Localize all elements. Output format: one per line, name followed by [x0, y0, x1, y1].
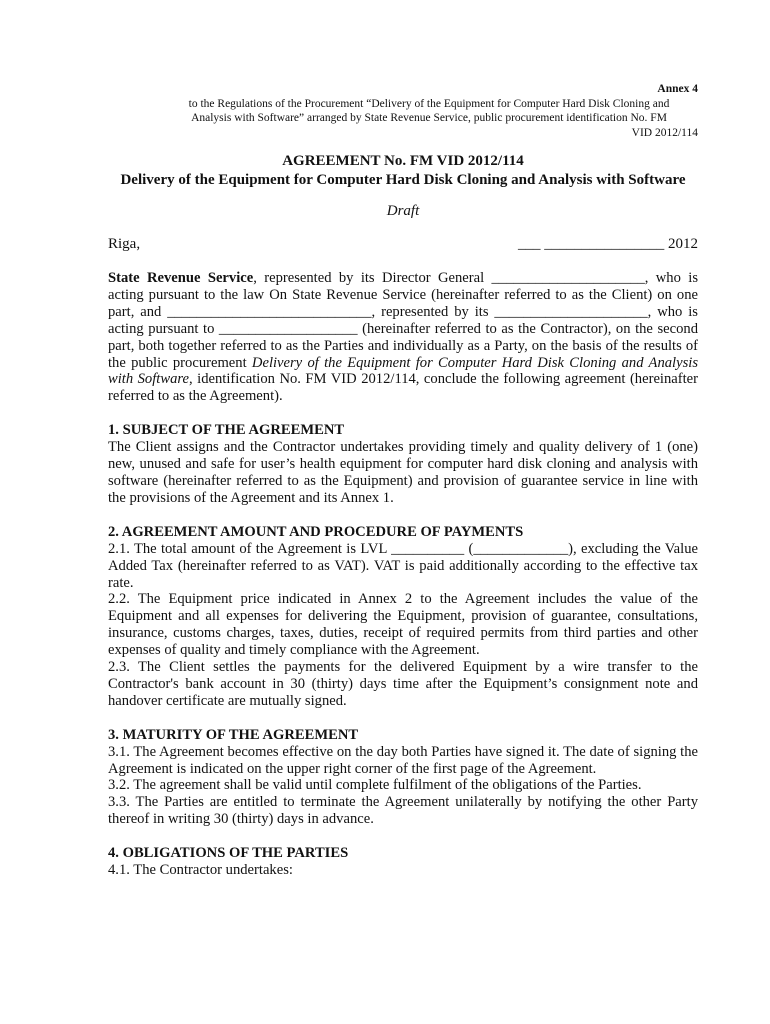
intro-paragraph [108, 270, 698, 405]
clause-2-1: 2.1. The total amount of the Agreement is LVL __________ (_____________), excluding the Value Added Tax (hereinafter referred to as VAT). VAT is paid additionally according to the effective tax rate. [108, 540, 698, 591]
place-date-line [108, 236, 698, 253]
agreement-number: AGREEMENT No. FM VID 2012/114 [282, 153, 524, 169]
annex-line-2: Analysis with Software” arranged by State Revenue Service, public procurement identification No. FM [191, 112, 667, 124]
annex-line-3: VID 2012/114 [631, 126, 698, 139]
party-name: State Revenue Service [108, 270, 254, 286]
date-line: ___ ________________ 2012 [518, 236, 698, 252]
section-4-heading: 4. OBLIGATIONS OF THE PARTIES [108, 845, 349, 862]
intro-part-1: , represented by its Director General _____________________, who is acting pursuant to the law On State Revenue Service (hereinafter referred to as the Client) on one part, and ____________________________, represented by its _____________________, who is acting pursuant to ___________________ (hereinafter referred to as the Contractor), on the second part, both together referred to as the Parties and individually as a Party, on the basis of the results of the public procurement [108, 270, 698, 371]
section-1-heading: 1. SUBJECT OF THE AGREEMENT [108, 422, 345, 439]
clause-3-2: 3.2. The agreement shall be valid until complete fulfilment of the obligations of the Parties. [108, 777, 642, 794]
section-1-text: The Client assigns and the Contractor undertakes providing timely and quality delivery of 1 (one) new, unused and safe for user’s health equipment for computer hard disk cloning and analysis with software (hereinafter referred to as the Equipment) and provision of guarantee service in line with the provisions of the Agreement and its Annex 1. [108, 439, 698, 506]
section-2-heading: 2. AGREEMENT AMOUNT AND PROCEDURE OF PAYMENTS [108, 523, 524, 540]
clause-3-1: 3.1. The Agreement becomes effective on the day both Parties have signed it. The date of signing the Agreement is indicated on the upper right corner of the first page of the Agreement. [108, 743, 698, 777]
procurement-name: Delivery of the Equipment for Computer Hard Disk Cloning and Analysis with Software [108, 354, 698, 388]
clause-2-2: 2.2. The Equipment price indicated in Annex 2 to the Agreement includes the value of the Equipment and all expenses for delivering the Equipment, provision of guarantee, consultations, insurance, customs charges, taxes, duties, receipt of required permits from third parties and other expenses of quality and timely compliance with the Agreement. [108, 591, 698, 659]
agreement-subtitle: Delivery of the Equipment for Computer Hard Disk Cloning and Analysis with Software [120, 172, 686, 188]
annex-header [120, 82, 698, 140]
annex-line-1: to the Regulations of the Procurement “Delivery of the Equipment for Computer Hard Disk Cloning and [188, 97, 670, 110]
intro-part-2: , identification No. FM VID 2012/114, conclude the following agreement (hereinafter referred to as the Agreement). [108, 371, 698, 405]
agreement-body [108, 270, 698, 879]
clause-2-3: 2.3. The Client settles the payments for the delivered Equipment by a wire transfer to the Contractor's bank account in 30 (thirty) days time after the Equipment’s consignment note and handover certificate are mutually signed. [108, 659, 698, 709]
draft-label: Draft [386, 203, 420, 219]
clause-4-1: 4.1. The Contractor undertakes: [108, 862, 293, 879]
section-3-heading: 3. MATURITY OF THE AGREEMENT [108, 726, 359, 743]
clause-3-3: 3.3. The Parties are entitled to terminate the Agreement unilaterally by notifying the other Party thereof in writing 30 (thirty) days in advance. [108, 794, 698, 828]
annex-title: Annex 4 [657, 83, 698, 95]
place: Riga, [108, 236, 141, 252]
agreement-title [108, 152, 698, 190]
